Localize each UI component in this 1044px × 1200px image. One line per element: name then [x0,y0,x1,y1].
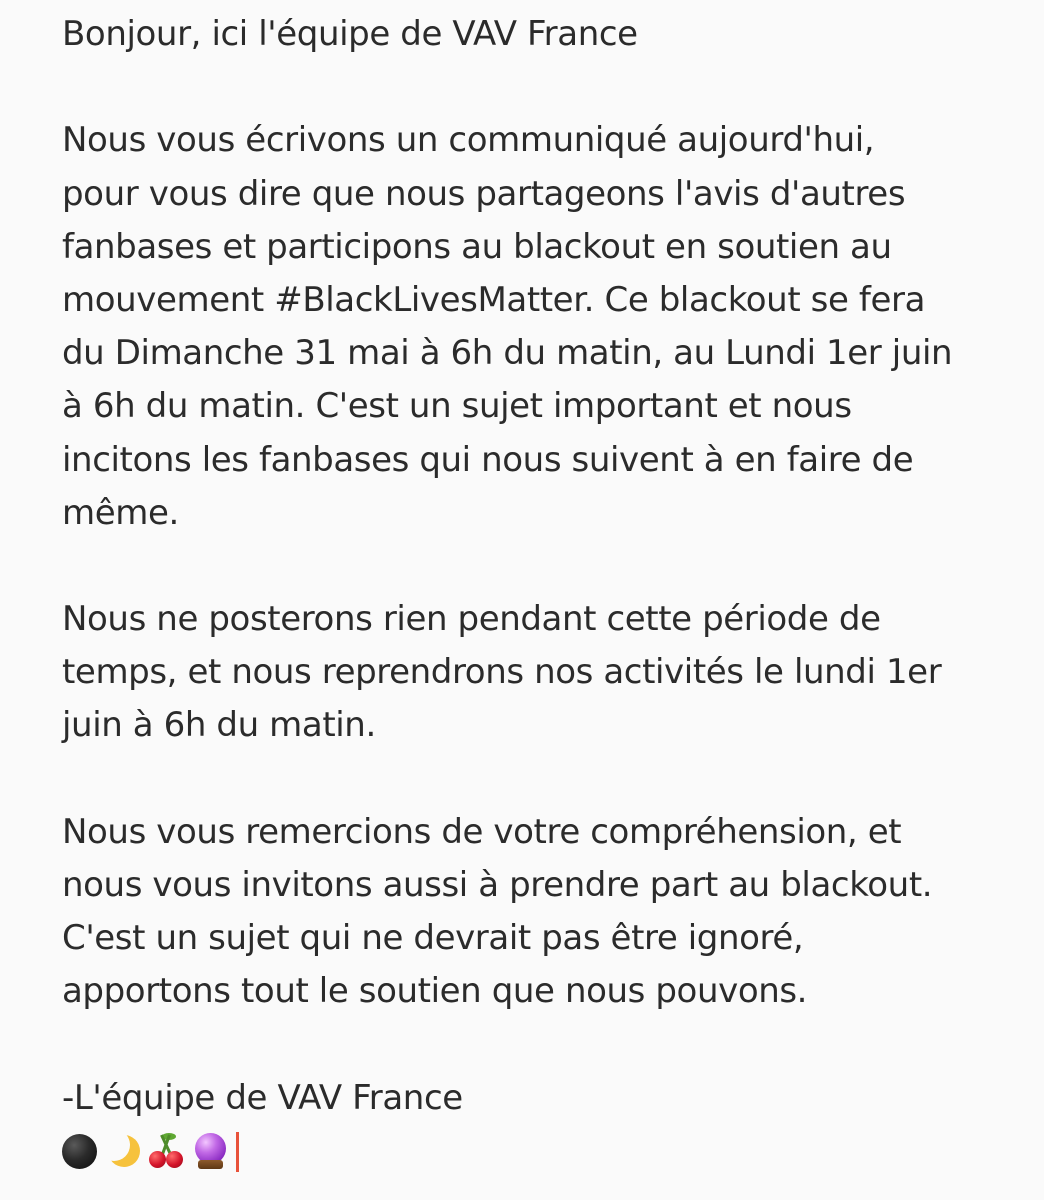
note-line: juin à 6h du matin. [62,705,376,746]
note-line: incitons les fanbases qui nous suivent à en faire de [62,439,914,480]
note-line: pour vous dire que nous partageons l'avis d'autres [62,173,906,214]
note-line: apportons tout le soutien que nous pouvons. [62,971,808,1012]
blank-line [62,1019,1004,1072]
note-line: Nous vous écrivons un communiqué aujourd'hui, [62,120,875,161]
note-line: C'est un sujet qui ne devrait pas être ignoré, [62,918,804,959]
black-circle-icon [62,1134,97,1169]
blank-line [62,61,1004,114]
note-line: temps, et nous reprendrons nos activités le lundi 1er [62,652,942,693]
note-line: du Dimanche 31 mai à 6h du matin, au Lundi 1er juin [62,333,953,374]
note-line: mouvement #BlackLivesMatter. Ce blackout se fera [62,279,926,320]
note-line: à 6h du matin. C'est un sujet important et nous [62,386,852,427]
note-line-signature: -L'équipe de VAV France [62,1077,463,1118]
note-line-greeting: Bonjour, ici l'équipe de VAV France [62,14,638,54]
note-line: Nous ne posterons rien pendant cette période de [62,599,881,640]
emoji-row [62,1125,1004,1178]
blank-line [62,540,1004,593]
note-line: même. [62,492,179,533]
text-cursor [236,1132,239,1172]
blank-line [62,753,1004,806]
cherries-icon [148,1133,185,1170]
note-line: nous vous invitons aussi à prendre part au blackout. [62,865,933,905]
note-line: Nous vous remercions de votre compréhension, et [62,811,902,852]
note-line: fanbases et participons au blackout en soutien au [62,226,892,267]
crystal-ball-icon [192,1133,229,1170]
crescent-moon-icon [104,1133,141,1170]
